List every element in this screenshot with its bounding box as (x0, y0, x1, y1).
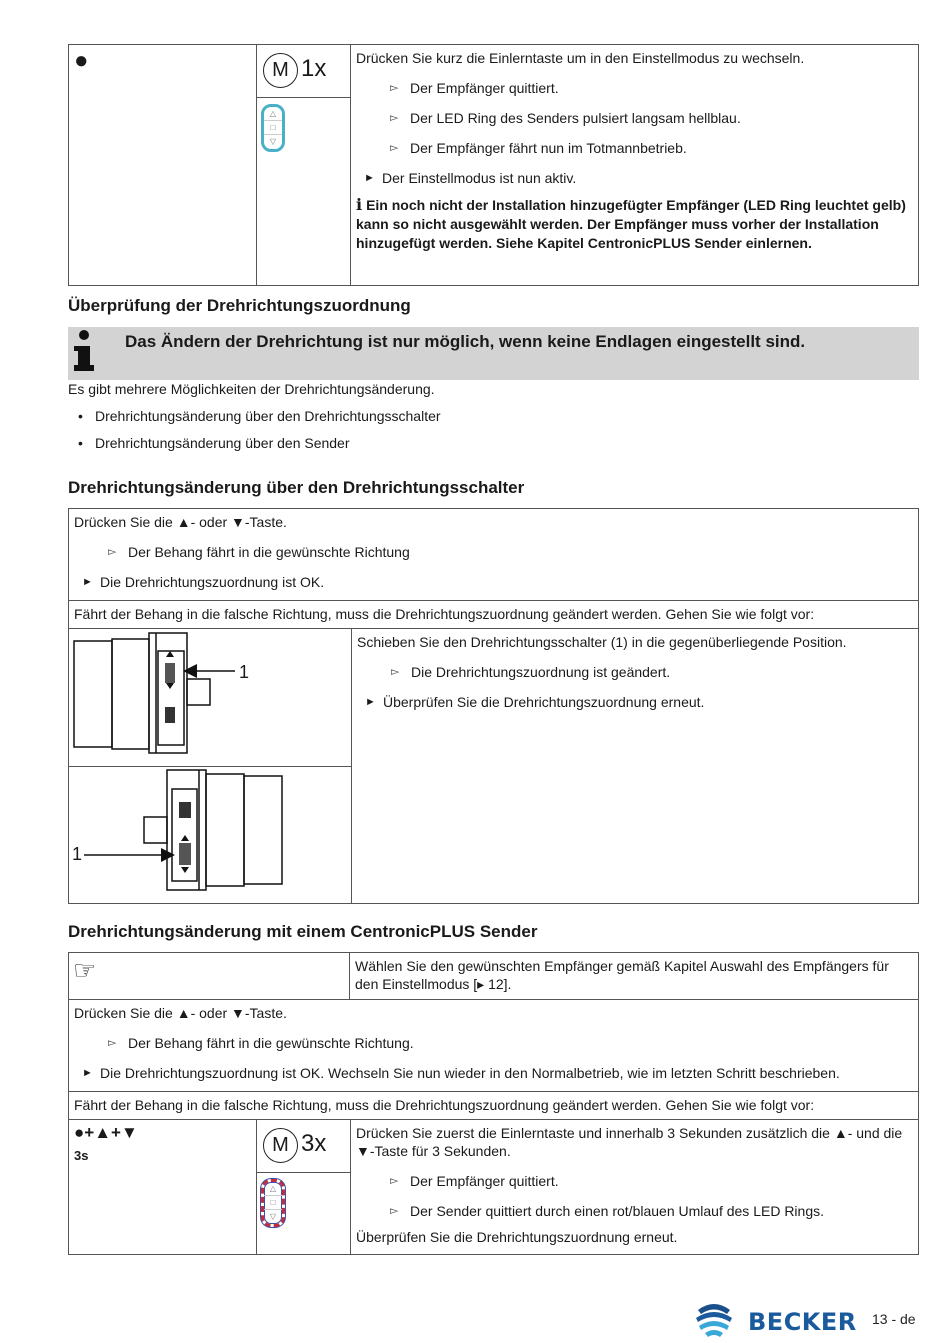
switch-table (68, 508, 919, 904)
final-result: ► Die Drehrichtungszuordnung ist OK. Wechseln Sie nun wieder in den Normalbetrieb, wie im letzten Schritt beschrieben. (82, 1065, 840, 1081)
instruction-text: Drücken Sie die ▲- oder ▼-Taste. (74, 514, 287, 530)
learn-button-dot-icon: ● (74, 47, 89, 74)
remote-led-light-blue-icon (261, 104, 285, 152)
step-cell (352, 629, 919, 904)
result-item: ▻ Der Empfänger fährt nun im Totmannbetrieb. (390, 140, 687, 156)
info-note: i Ein noch nicht der Installation hinzugefügter Empfänger (LED Ring leuchtet gelb) kann so nicht ausgewählt werden. Der Empfänger muss vorher der Installation hinzugefügt werden. Siehe Kapitel CentronicPLUS Sender einlernen. (356, 195, 906, 251)
stop-button-icon: □ (264, 121, 282, 135)
up-button-icon: △ (264, 1182, 282, 1196)
callout-label: 1 (72, 844, 83, 864)
final-result: ► Die Drehrichtungszuordnung ist OK. (82, 574, 325, 590)
stop-button-icon: □ (264, 1196, 282, 1210)
result-marker-icon: ▻ (390, 112, 399, 124)
result-item: ▻ Der LED Ring des Senders pulsiert langsam hellblau. (390, 110, 741, 126)
final-marker-icon: ► (365, 696, 376, 708)
result-marker-icon: ▻ (390, 142, 399, 154)
list-item: • Drehrichtungsänderung über den Sender (78, 435, 350, 451)
result-marker-icon: ▻ (391, 666, 400, 678)
final-marker-icon: ► (364, 172, 375, 184)
result-item: ▻ Der Behang fährt in die gewünschte Richtung (108, 544, 410, 560)
result-item: ▻ Der Empfänger quittiert. (390, 1173, 559, 1189)
up-button-icon: △ (264, 107, 282, 121)
final-result: ► Überprüfen Sie die Drehrichtungszuordnung erneut. (365, 694, 705, 710)
figure-switch-top (69, 629, 352, 767)
final-result: ► Der Einstellmodus ist nun aktiv. (364, 170, 577, 186)
m-count: 1x (301, 55, 327, 82)
step-text: Schieben Sie den Drehrichtungsschalter (1) in die gegenüberliegende Position. (357, 634, 847, 650)
button-combo-icon: ●+▲+▼ (74, 1123, 138, 1142)
result-marker-icon: ▻ (108, 1037, 117, 1049)
m-button-icon: M (263, 53, 298, 88)
result-item: ▻ Die Drehrichtungszuordnung ist geändert. (391, 664, 671, 680)
result-item: ▻ Der Empfänger quittiert. (390, 80, 559, 96)
wrong-direction-text: Fährt der Behang in die falsche Richtung, muss die Drehrichtungszuordnung geändert werden. Gehen Sie wie folgt vor: (74, 606, 815, 622)
result-item: ▻ Der Behang fährt in die gewünschte Richtung. (108, 1035, 414, 1051)
step-text: Drücken Sie zuerst die Einlerntaste und innerhalb 3 Sekunden zusätzlich die ▲- und die ▼-Taste für 3 Sekunden. (356, 1125, 903, 1159)
result-marker-icon: ▻ (108, 546, 117, 558)
transmitter-cell (257, 45, 351, 286)
page-number: 13 - de (872, 1311, 916, 1327)
m-button-icon: M (263, 1128, 298, 1163)
final-marker-icon: ► (82, 1067, 93, 1079)
result-marker-icon: ▻ (390, 82, 399, 94)
combo-duration: 3s (74, 1148, 89, 1163)
m-press-count (257, 45, 350, 98)
figure-switch-bottom (69, 767, 352, 904)
section-heading-switch: Drehrichtungsänderung über den Drehrichtungsschalter (68, 478, 525, 497)
page-footer (694, 1300, 924, 1340)
final-marker-icon: ► (82, 576, 93, 588)
callout-label: 1 (239, 662, 250, 682)
result-marker-icon: ▻ (390, 1175, 399, 1187)
final-text: Überprüfen Sie die Drehrichtungszuordnung erneut. (356, 1229, 678, 1245)
direction-switch-diagram-top (69, 629, 352, 763)
info-icon (72, 329, 96, 373)
instruction-text: Drücken Sie die ▲- oder ▼-Taste. (74, 1005, 287, 1021)
result-item: ▻ Der Sender quittiert durch einen rot/blauen Umlauf des LED Rings. (390, 1203, 824, 1219)
info-message: Das Ändern der Drehrichtung ist nur möglich, wenn keine Endlagen eingestellt sind. (125, 332, 806, 351)
select-receiver-text (350, 953, 918, 996)
m-count: 3x (301, 1130, 327, 1157)
result-marker-icon: ▻ (390, 1205, 399, 1217)
intro-text: Es gibt mehrere Möglichkeiten der Drehrichtungsänderung. (68, 381, 435, 397)
instruction-text: Drücken Sie kurz die Einlerntaste um in den Einstellmodus zu wechseln. (356, 50, 805, 66)
section-heading-sender: Drehrichtungsänderung mit einem CentronicPLUS Sender (68, 922, 538, 941)
setting-mode-table (68, 44, 919, 286)
pointing-hand-icon: ☞ (73, 955, 97, 985)
info-icon: i (356, 195, 363, 214)
section-heading-check: Überprüfung der Drehrichtungszuordnung (68, 296, 411, 315)
becker-logo-icon (694, 1300, 734, 1340)
m-press-count (257, 1120, 350, 1173)
instruction-cell (351, 45, 919, 286)
select-receiver-link[interactable]: Wählen Sie den gewünschten Empfänger gemäß Kapitel Auswahl des Empfängers für den Einstellmodus [▸ 12]. (355, 958, 889, 992)
sender-table (68, 952, 919, 1255)
info-box (68, 327, 919, 380)
list-item: • Drehrichtungsänderung über den Drehrichtungsschalter (78, 408, 441, 424)
action-symbol-cell (69, 45, 257, 286)
down-button-icon: ▽ (269, 1212, 277, 1221)
wrong-direction-text: Fährt der Behang in die falsche Richtung, muss die Drehrichtungszuordnung geändert werden. Gehen Sie wie folgt vor: (74, 1097, 815, 1113)
direction-switch-diagram-bottom (69, 767, 352, 900)
down-button-icon: ▽ (269, 137, 277, 146)
remote-led-red-blue-icon (261, 1179, 285, 1227)
brand-name: BECKER (748, 1308, 857, 1336)
